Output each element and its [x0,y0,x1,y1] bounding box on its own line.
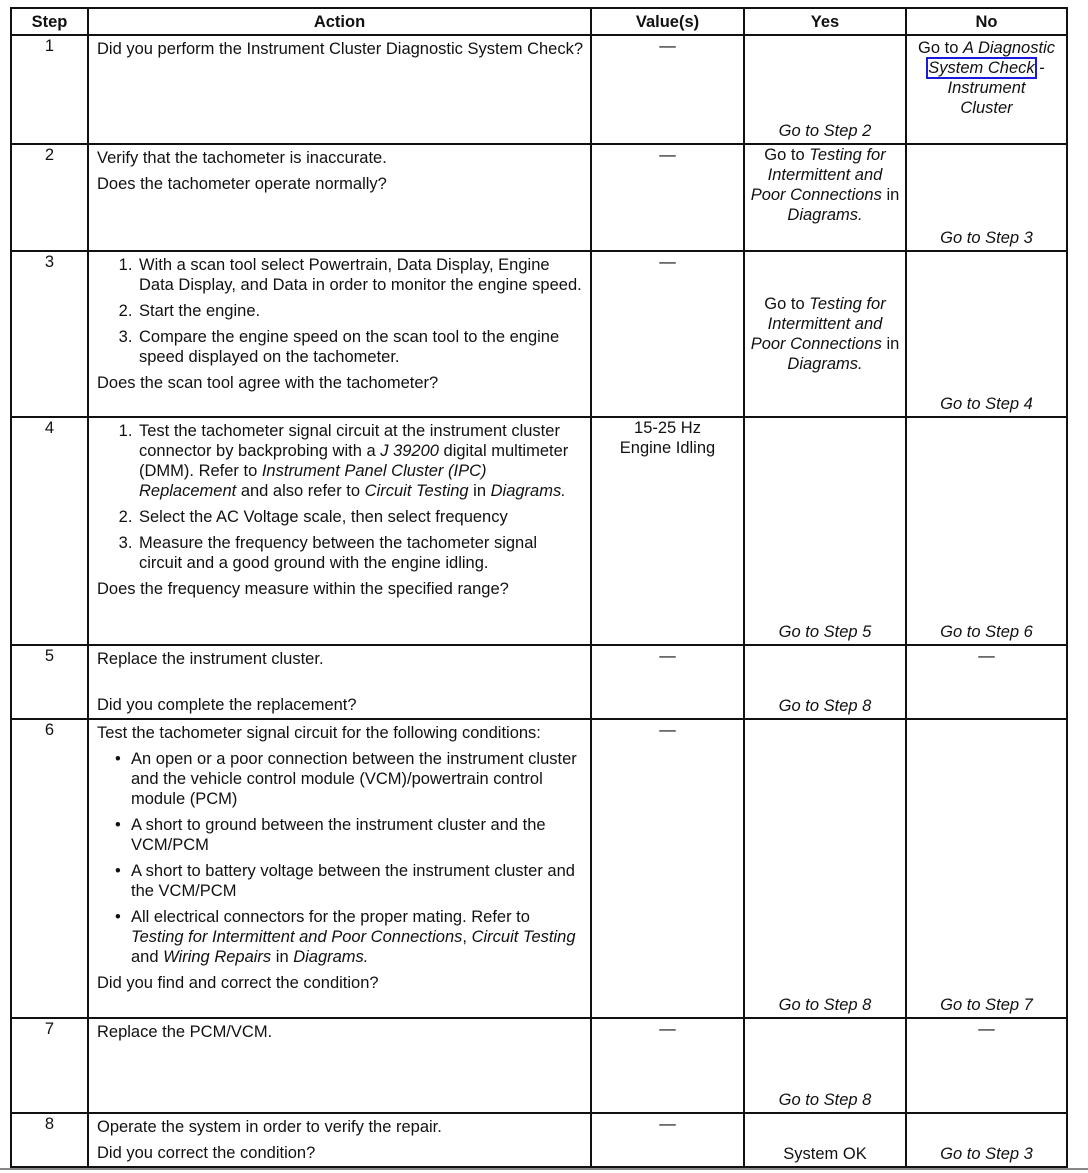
doc-ref[interactable]: Instrument Panel Cluster (IPC) Replacement [139,462,487,500]
header-no: No [906,8,1067,35]
goto-italic-2: Diagrams. [787,206,863,224]
no-cell [906,1113,1067,1167]
doc-ref[interactable]: Testing for Intermittent and Poor Connections [131,928,463,946]
action-cell [88,719,591,1018]
yes-cell [744,719,906,1018]
no-goto[interactable]: Go to Step 4 [940,395,1033,413]
no-cell [906,144,1067,251]
action-text: Did you perform the Instrument Cluster Diagnostic System Check? [97,40,584,58]
system-check-link[interactable]: System Check [928,59,1035,77]
diagnostic-table [10,7,1068,1168]
action-cell [88,645,591,719]
yes-cell [744,1113,906,1167]
no-cell: — [906,645,1067,719]
action-cell [88,35,591,144]
condition-item [115,815,584,855]
step-number [11,719,88,1018]
table-row-step-2 [11,144,1067,251]
condition-item [115,861,584,901]
doc-ref[interactable]: Diagrams. [293,948,369,966]
action-text: Verify that the tachometer is inaccurate. [97,149,387,167]
goto-suffix: - [1034,59,1045,77]
yes-goto[interactable]: Go to Step 8 [778,996,872,1014]
yes-goto[interactable] [745,145,905,225]
header-action: Action [88,8,591,35]
goto-italic-b: Instrument Cluster [947,79,1026,117]
bullet-icon: • [115,750,121,768]
value-line: 15-25 Hz [634,419,701,437]
action-step: 3. Compare the engine speed on the scan tool to the engine speed displayed on the tachometer. [137,327,584,367]
yes-goto[interactable]: Go to Step 2 [778,122,872,140]
condition-list [97,749,584,967]
action-text: Operate the system in order to verify the repair. [97,1118,442,1136]
yes-cell [744,35,906,144]
text: in [468,482,491,500]
condition-item [115,749,584,809]
bullet-icon: • [115,816,121,834]
system-ok-text: System OK [783,1145,867,1163]
step-number-text: 7 [44,1020,55,1038]
table-row-step-4 [11,417,1067,645]
yes-goto[interactable] [745,294,905,374]
action-cell [88,251,591,417]
goto-prefix: Go to [764,146,810,164]
action-question: Did you correct the condition? [97,1144,316,1162]
yes-goto[interactable]: Go to Step 8 [778,1091,872,1109]
no-cell [906,35,1067,144]
goto-mid: in [881,186,900,204]
action-steps [97,421,584,573]
no-goto [907,36,1066,118]
table-row-step-3 [11,251,1067,417]
yes-cell [744,645,906,719]
text: Test the tachometer signal circuit at the instrument cluster connector by backprobing with a [139,422,560,460]
value-line: Engine Idling [619,439,716,457]
action-cell [88,417,591,645]
goto-prefix: Go to [764,295,810,313]
action-cell [88,144,591,251]
text: An open or a poor connection between the instrument cluster and the vehicle control module (VCM)/powertrain control module (PCM) [131,750,577,808]
action-step: 3. Measure the frequency between the tachometer signal circuit and a good ground with the engine idling. [137,533,584,573]
step-number [11,1018,88,1113]
value-cell: — [591,719,744,1018]
yes-cell [744,251,906,417]
step-number-text: 5 [44,647,55,665]
text: A short to ground between the instrument cluster and the VCM/PCM [131,816,546,854]
value-cell: — [591,1113,744,1167]
goto-prefix: Go to [918,39,963,57]
text: and also refer to [236,482,365,500]
doc-ref[interactable]: Diagrams. [490,482,566,500]
yes-cell [744,144,906,251]
yes-goto[interactable]: Go to Step 5 [778,623,872,641]
header-yes: Yes [744,8,906,35]
table-row-step-1 [11,35,1067,144]
header-step: Step [11,8,88,35]
table-row-step-7 [11,1018,1067,1113]
step-number [11,1113,88,1167]
action-text: Test the tachometer signal circuit for the following conditions: [97,724,541,742]
action-question: Did you complete the replacement? [97,696,357,714]
goto-italic-a: A Diagnostic [962,39,1055,57]
step-number-text: 8 [44,1115,55,1133]
action-step: 2. Select the AC Voltage scale, then select frequency [137,507,584,527]
table-row-step-8 [11,1113,1067,1167]
step-number-text: 1 [44,37,55,55]
step-number [11,35,88,144]
no-cell: — [906,1018,1067,1113]
value-cell: — [591,645,744,719]
action-question: Does the frequency measure within the specified range? [97,580,509,598]
text: , [462,928,472,946]
step-number [11,144,88,251]
step-number-text: 6 [44,721,55,739]
doc-ref[interactable]: Circuit Testing [471,928,576,946]
yes-cell [744,417,906,645]
value-cell [591,417,744,645]
value-cell: — [591,251,744,417]
action-cell [88,1018,591,1113]
action-question: Does the tachometer operate normally? [97,175,387,193]
condition-item [115,907,584,967]
no-cell [906,719,1067,1018]
no-goto[interactable]: Go to Step 3 [940,1145,1033,1163]
goto-italic: Testing for Intermittent and Poor Connections [750,295,886,353]
step-number-text: 4 [44,419,55,437]
no-goto[interactable]: Go to Step 6 [940,623,1033,641]
yes-cell [744,1018,906,1113]
text: A short to battery voltage between the instrument cluster and the VCM/PCM [131,862,575,900]
goto-mid: in [881,335,900,353]
no-goto[interactable]: Go to Step 7 [940,996,1033,1014]
value-cell: — [591,144,744,251]
value-cell: — [591,35,744,144]
no-goto[interactable]: Go to Step 3 [940,229,1033,247]
action-step [137,421,584,501]
text: digital multimeter (DMM). Refer to [139,442,569,480]
action-step: 1. With a scan tool select Powertrain, Data Display, Engine Data Display, and Data in order to monitor the engine speed. [137,255,584,295]
action-text: Replace the PCM/VCM. [97,1023,273,1041]
action-step: 2. Start the engine. [137,301,584,321]
bullet-icon: • [115,908,121,926]
step-number [11,417,88,645]
action-question: Does the scan tool agree with the tachometer? [97,374,439,392]
value-cell: — [591,1018,744,1113]
table-row-step-5 [11,645,1067,719]
text: All electrical connectors for the proper mating. Refer to [131,908,530,926]
table-header-row [11,8,1067,35]
no-cell [906,417,1067,645]
action-text: Replace the instrument cluster. [97,650,324,668]
doc-ref[interactable]: Wiring Repairs [163,948,272,966]
tool-ref: J 39200 [380,442,439,460]
page-bottom-divider [0,1168,1088,1170]
text: in [271,948,294,966]
header-values: Value(s) [591,8,744,35]
step-number [11,251,88,417]
yes-goto[interactable]: Go to Step 8 [778,697,872,715]
step-number [11,645,88,719]
bullet-icon: • [115,862,121,880]
table-row-step-6 [11,719,1067,1018]
doc-ref[interactable]: Circuit Testing [364,482,469,500]
action-cell [88,1113,591,1167]
step-number-text: 3 [44,253,55,271]
step-number-text: 2 [44,146,55,164]
action-steps [97,255,584,367]
text: and [131,948,164,966]
no-cell [906,251,1067,417]
goto-italic: Testing for Intermittent and Poor Connections [750,146,886,204]
goto-italic-2: Diagrams. [787,355,863,373]
action-question: Did you find and correct the condition? [97,974,379,992]
